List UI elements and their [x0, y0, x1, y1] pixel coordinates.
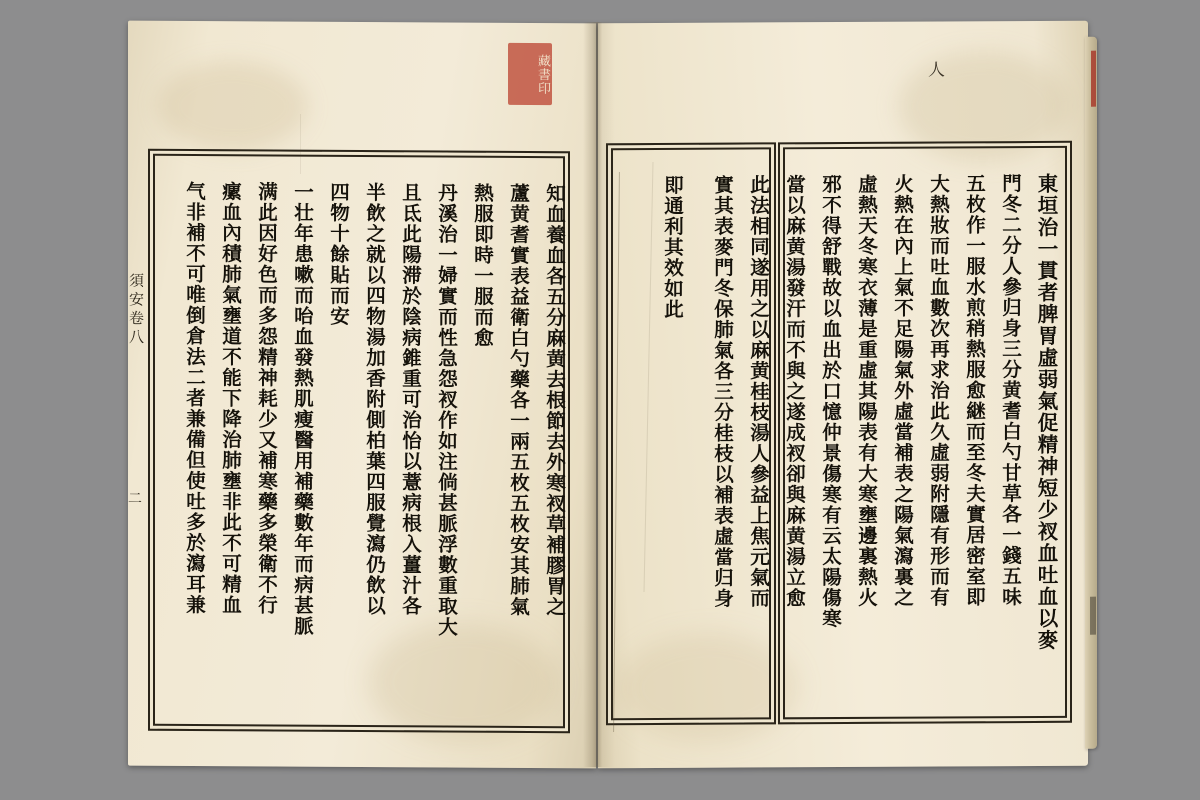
left-column-1: 知血養血各五分麻黄去根節去外寒衩草補膠胃之	[543, 183, 566, 618]
left-column-3: 熱服即時一服而愈	[471, 182, 494, 349]
left-column-5: 且氐此陽滞於陰病錐重可治怡以薏病根入薑汁各	[399, 182, 422, 617]
right-column-9: 此法相同遂用之以麻黄桂枝湯人參益上焦元氣而	[747, 174, 770, 609]
right-column-4: 大熱妝而吐血數次再求治此久虛弱附隱有形而有	[927, 173, 950, 608]
left-column-2: 蘆黄耆實表益衛白勺藥各一兩五枚五枚安其肺氣	[507, 182, 530, 618]
right-page	[598, 21, 1088, 769]
paper-stain	[158, 61, 308, 152]
right-column-8: 當以麻黄湯發汗而不與之遂成衩卻與麻黄湯立愈	[783, 174, 806, 609]
red-edge-mark	[1091, 51, 1096, 107]
top-brush-mark: 人	[928, 60, 945, 81]
right-column-6: 虛熱天冬寒衣薄是重虛其陽表有大寒壅邊裏熱火	[855, 173, 878, 609]
left-column-10: 瘰血內積肺氣壅道不能下降治肺壅非此不可精血	[219, 181, 242, 616]
left-page	[128, 21, 596, 769]
right-column-7: 邪不得舒戰故以血出於口憶仲景傷寒有云太陽傷寒	[819, 174, 842, 629]
left-column-11: 气非補不可唯倒倉法二者兼備但使吐多於瀉耳兼	[183, 180, 206, 616]
right-column-5: 火熱在內上氣不足陽氣外虛當補表之陽氣瀉裏之	[891, 173, 914, 608]
right-column-10: 實其表麥門冬保肺氣各三分桂枝以補表虛當归身	[711, 174, 734, 609]
left-page-number: 二	[126, 490, 142, 509]
left-column-9: 满此因好色而多怨精神耗少又補寒藥多榮衛不行	[255, 181, 278, 616]
page-edge-stack	[1085, 37, 1097, 749]
right-column-3: 五枚作一服水煎稍熱服愈継而至冬夫實居密室即	[963, 173, 986, 608]
dark-edge-mark	[1090, 597, 1096, 635]
right-column-11: 即通利其效如此	[661, 174, 684, 320]
right-column-1: 東垣治一貫者脾胃虛弱氣促精神短少衩血吐血以麥	[1034, 172, 1058, 652]
left-column-4: 丹溪治一婦實而性急怨衩作如注倘甚脈浮數重取大	[435, 182, 458, 638]
right-column-2: 門冬二分人參归身三分黄耆白勺甘草各一錢五味	[999, 173, 1022, 608]
left-column-8: 一壮年患嗽而咍血發熱肌瘦醫用補藥數年而病甚脈	[291, 181, 314, 637]
collector-seal-stamp: 藏書印	[508, 43, 552, 105]
open-book	[128, 22, 1088, 782]
left-side-band-title: 須安卷八	[127, 272, 145, 348]
left-column-6: 半飲之就以四物湯加香附側柏葉四服覺瀉仍飲以	[363, 182, 386, 617]
left-column-7: 四物十餘貼而安	[327, 181, 350, 327]
paper-hairline	[300, 114, 301, 174]
